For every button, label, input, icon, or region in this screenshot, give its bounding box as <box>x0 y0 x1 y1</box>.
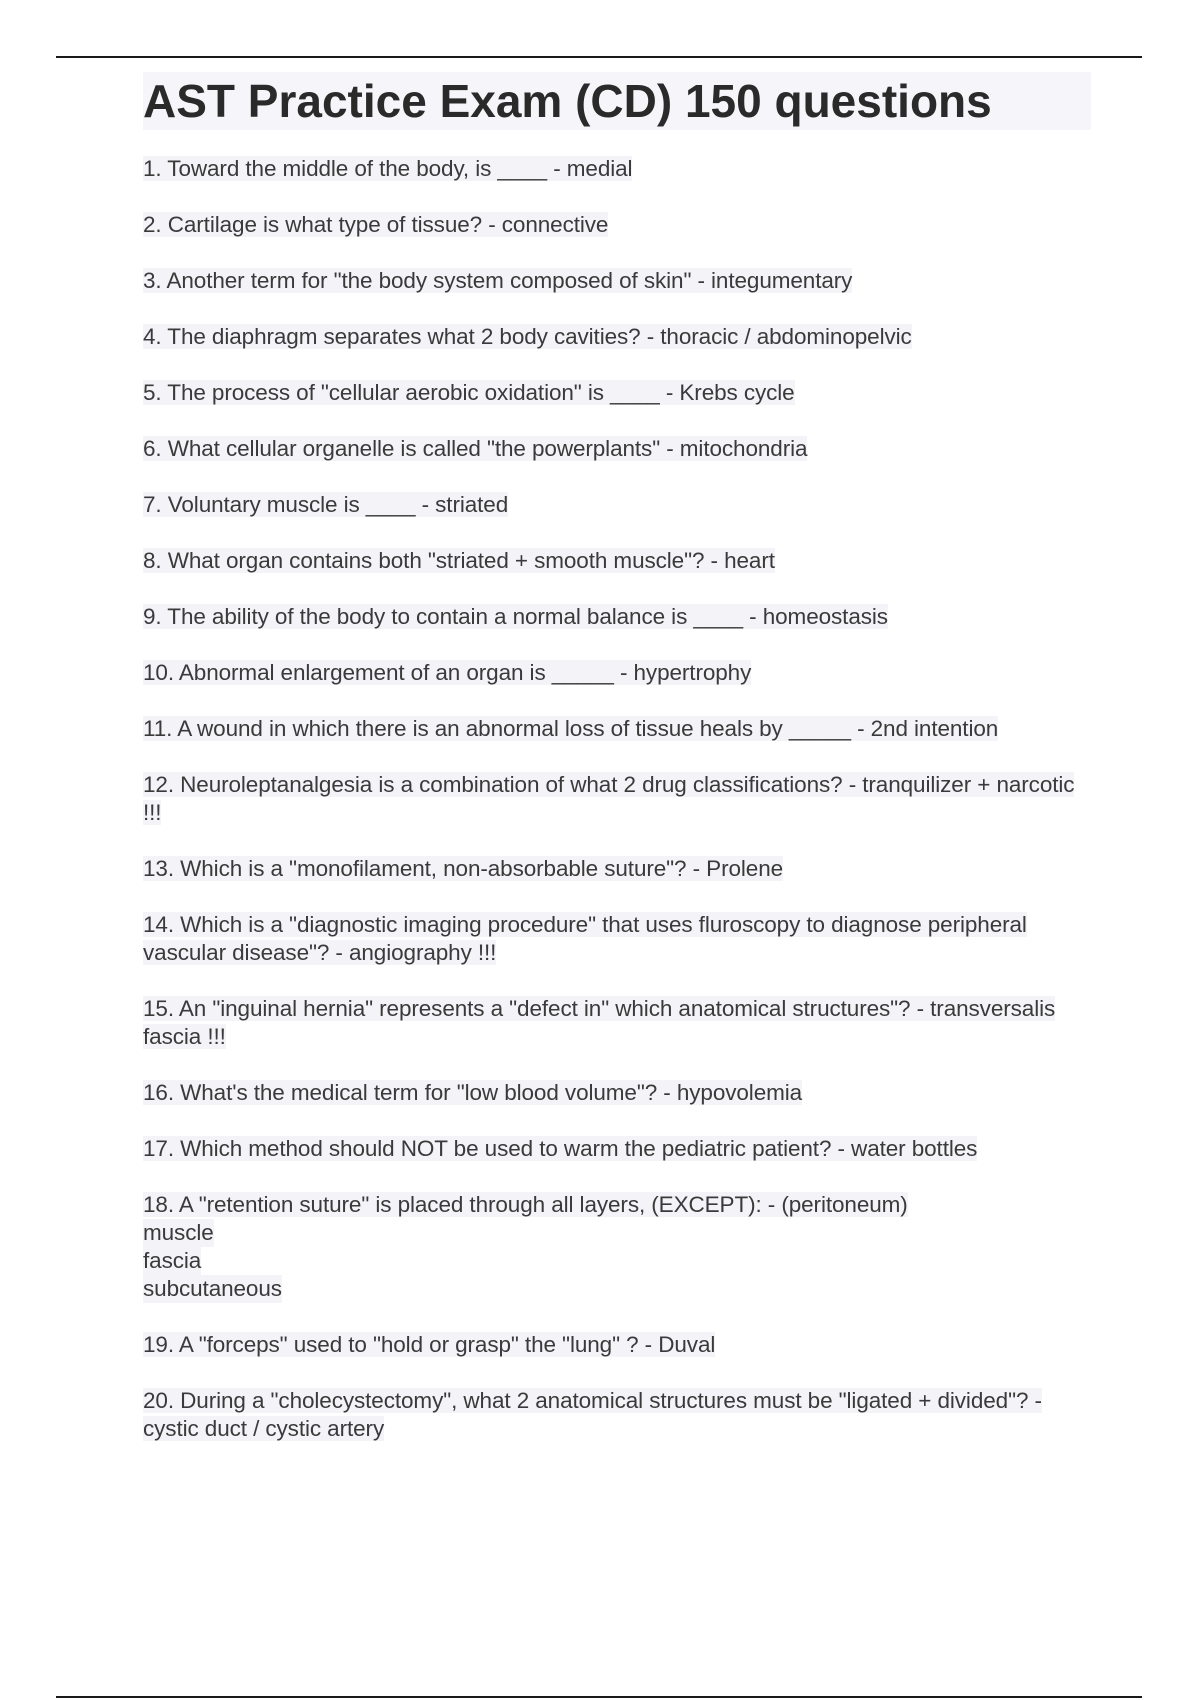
question-text: 4. The diaphragm separates what 2 body cavities? - thoracic / abdominopelvic <box>143 324 912 349</box>
question-item <box>143 659 1093 687</box>
question-text: 16. What's the medical term for "low blood volume"? - hypovolemia <box>143 1080 803 1105</box>
question-item <box>143 1135 1093 1163</box>
question-list <box>143 155 1093 1471</box>
question-text: 5. The process of "cellular aerobic oxidation" is ____ - Krebs cycle <box>143 380 795 405</box>
answer-option: subcutaneous <box>143 1276 282 1301</box>
question-text: 7. Voluntary muscle is ____ - striated <box>143 492 509 517</box>
question-text: 14. Which is a "diagnostic imaging procedure" that uses fluroscopy to diagnose peripheral vascular disease"? - angiography !!! <box>143 912 1027 965</box>
bottom-rule <box>56 1696 1142 1698</box>
question-text: 9. The ability of the body to contain a normal balance is ____ - homeostasis <box>143 604 888 629</box>
question-item <box>143 603 1093 631</box>
answer-option: muscle <box>143 1220 214 1245</box>
question-text: 8. What organ contains both "striated + smooth muscle"? - heart <box>143 548 775 573</box>
question-text: 20. During a "cholecystectomy", what 2 anatomical structures must be "ligated + divided"? - cystic duct / cystic artery <box>143 1388 1042 1441</box>
question-text: 18. A "retention suture" is placed through all layers, (EXCEPT): - (peritoneum) <box>143 1192 908 1217</box>
question-item <box>143 491 1093 519</box>
answer-option: fascia <box>143 1248 202 1273</box>
question-text: 15. An "inguinal hernia" represents a "defect in" which anatomical structures"? - transversalis fascia !!! <box>143 996 1056 1049</box>
question-text: 2. Cartilage is what type of tissue? - connective <box>143 212 609 237</box>
question-item <box>143 855 1093 883</box>
question-item <box>143 267 1093 295</box>
question-text: 3. Another term for "the body system composed of skin" - integumentary <box>143 268 853 293</box>
question-item <box>143 995 1093 1051</box>
question-text: 11. A wound in which there is an abnormal loss of tissue heals by _____ - 2nd intention <box>143 716 999 741</box>
question-text: 1. Toward the middle of the body, is ____ - medial <box>143 156 633 181</box>
question-item <box>143 211 1093 239</box>
question-item <box>143 1079 1093 1107</box>
title-banner <box>143 72 1091 130</box>
question-text: 12. Neuroleptanalgesia is a combination of what 2 drug classifications? - tranquilizer + narcotic !!! <box>143 772 1075 825</box>
question-item <box>143 155 1093 183</box>
question-item <box>143 1191 1093 1303</box>
page-title: AST Practice Exam (CD) 150 questions <box>143 75 992 127</box>
question-item <box>143 1387 1093 1443</box>
question-item <box>143 1331 1093 1359</box>
question-item <box>143 715 1093 743</box>
question-text: 10. Abnormal enlargement of an organ is _____ - hypertrophy <box>143 660 752 685</box>
question-text: 6. What cellular organelle is called "the powerplants" - mitochondria <box>143 436 808 461</box>
question-item <box>143 379 1093 407</box>
question-item <box>143 911 1093 967</box>
question-item <box>143 435 1093 463</box>
question-item <box>143 771 1093 827</box>
question-text: 13. Which is a "monofilament, non-absorbable suture"? - Prolene <box>143 856 784 881</box>
question-item <box>143 547 1093 575</box>
question-item <box>143 323 1093 351</box>
question-text: 17. Which method should NOT be used to warm the pediatric patient? - water bottles <box>143 1136 978 1161</box>
top-rule <box>56 56 1142 58</box>
question-text: 19. A "forceps" used to "hold or grasp" the "lung" ? - Duval <box>143 1332 716 1357</box>
